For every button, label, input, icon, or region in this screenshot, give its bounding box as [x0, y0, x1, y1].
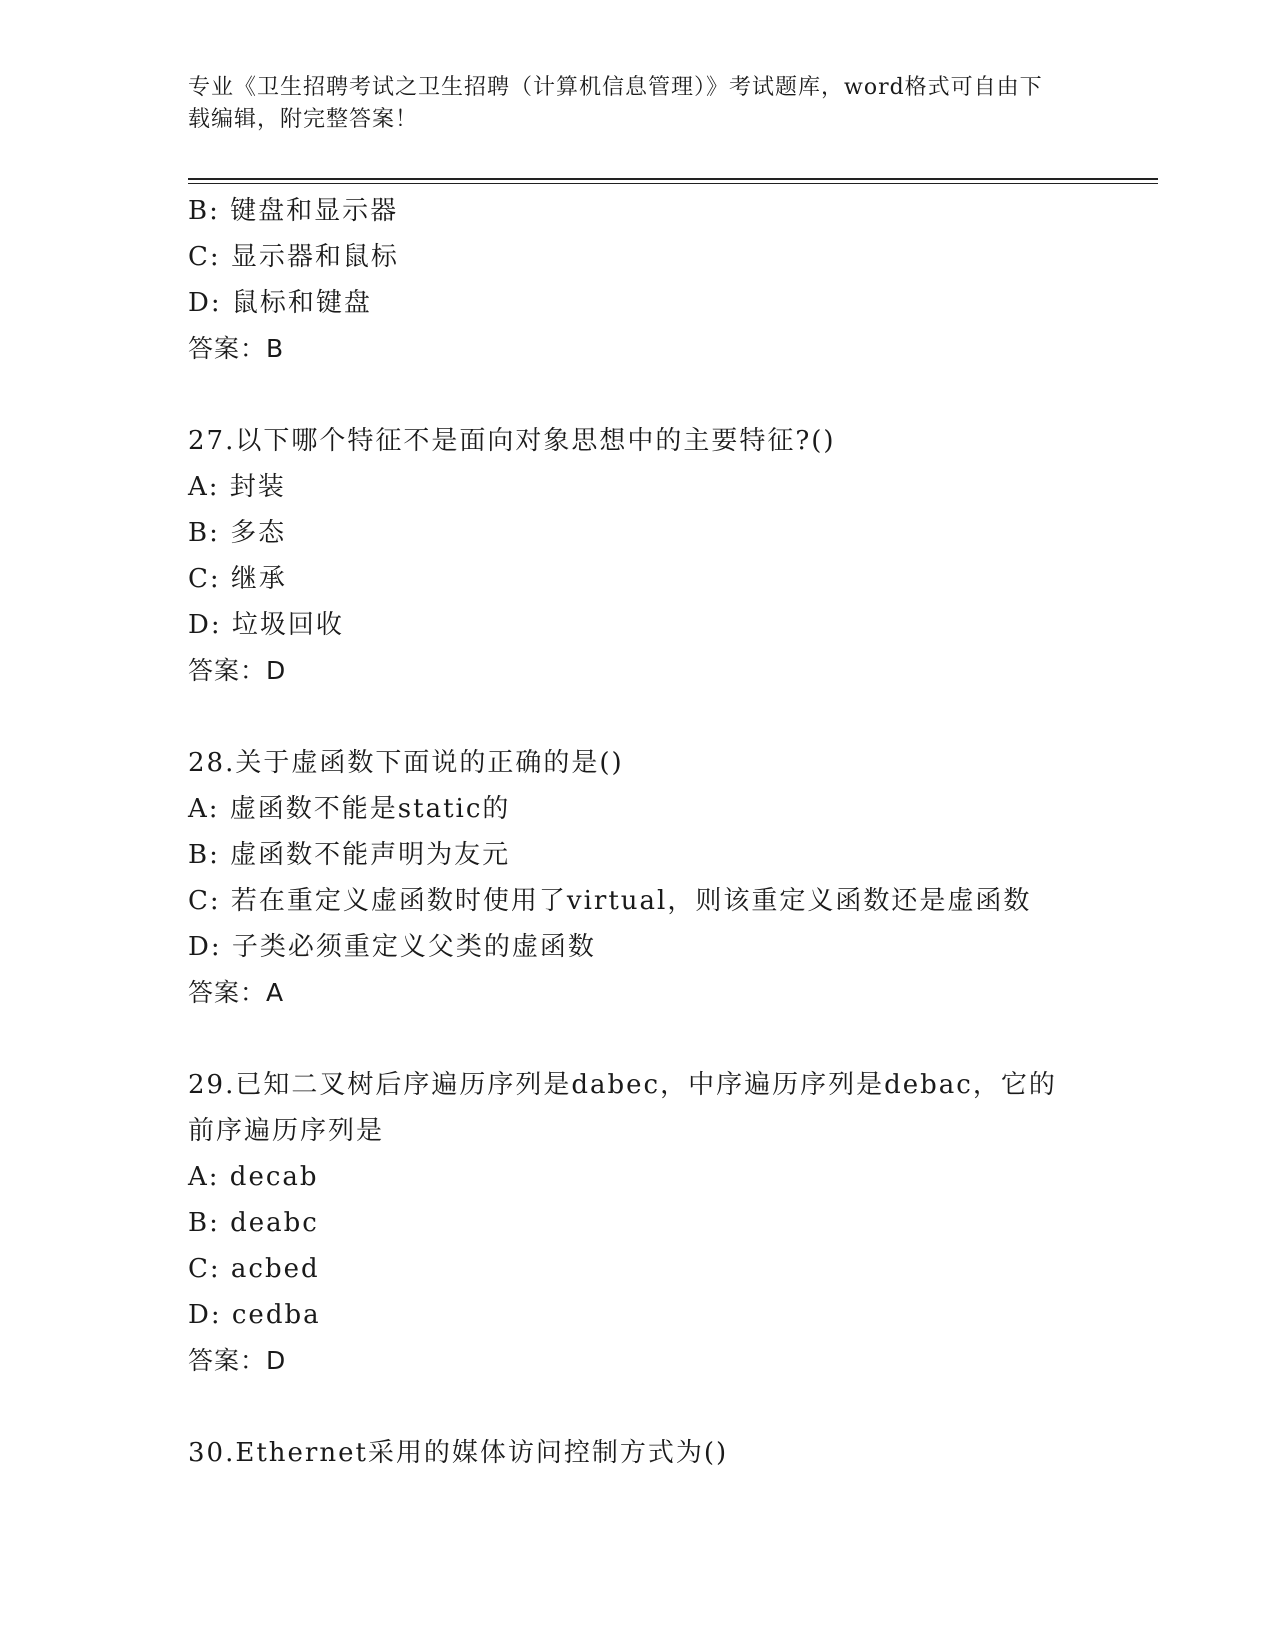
document-intro: 专业《卫生招聘考试之卫生招聘（计算机信息管理）》考试题库，word格式可自由下载编辑，附完整答案！ [188, 75, 1043, 132]
option-c: C: 继承 [188, 564, 287, 594]
option-d: D: cedba [188, 1300, 321, 1330]
question-30 [188, 1430, 1158, 1476]
question-26-continued [188, 188, 1158, 372]
option-a: A: 封装 [188, 472, 286, 502]
option-d: D: 鼠标和键盘 [188, 288, 372, 318]
question-27 [188, 418, 1158, 694]
option-d: D: 垃圾回收 [188, 610, 344, 640]
answer: 答案：D [188, 1346, 287, 1375]
option-a: A: decab [188, 1162, 319, 1192]
answer: 答案：A [188, 978, 285, 1007]
question-stem: 29.已知二叉树后序遍历序列是dabec，中序遍历序列是debac，它的前序遍历序列是 [188, 1070, 1057, 1146]
option-c: C: acbed [188, 1254, 320, 1284]
option-d: D: 子类必须重定义父类的虚函数 [188, 932, 596, 962]
question-stem: 27.以下哪个特征不是面向对象思想中的主要特征?() [188, 426, 836, 456]
option-b: B: 键盘和显示器 [188, 196, 399, 226]
question-28 [188, 740, 1158, 1016]
question-stem: 28.关于虚函数下面说的正确的是() [188, 748, 624, 778]
document-page [188, 0, 1158, 1650]
question-29 [188, 1062, 1158, 1384]
option-c: C: 若在重定义虚函数时使用了virtual，则该重定义函数还是虚函数 [188, 886, 1032, 916]
question-stem: 30.Ethernet采用的媒体访问控制方式为() [188, 1438, 729, 1468]
answer: 答案：B [188, 334, 285, 363]
option-a: A: 虚函数不能是static的 [188, 794, 511, 824]
option-b: B: 多态 [188, 518, 287, 548]
option-b: B: deabc [188, 1208, 319, 1238]
option-c: C: 显示器和鼠标 [188, 242, 399, 272]
answer: 答案：D [188, 656, 287, 685]
question-list [188, 188, 1158, 1476]
header-divider [188, 178, 1158, 184]
option-b: B: 虚函数不能声明为友元 [188, 840, 511, 870]
